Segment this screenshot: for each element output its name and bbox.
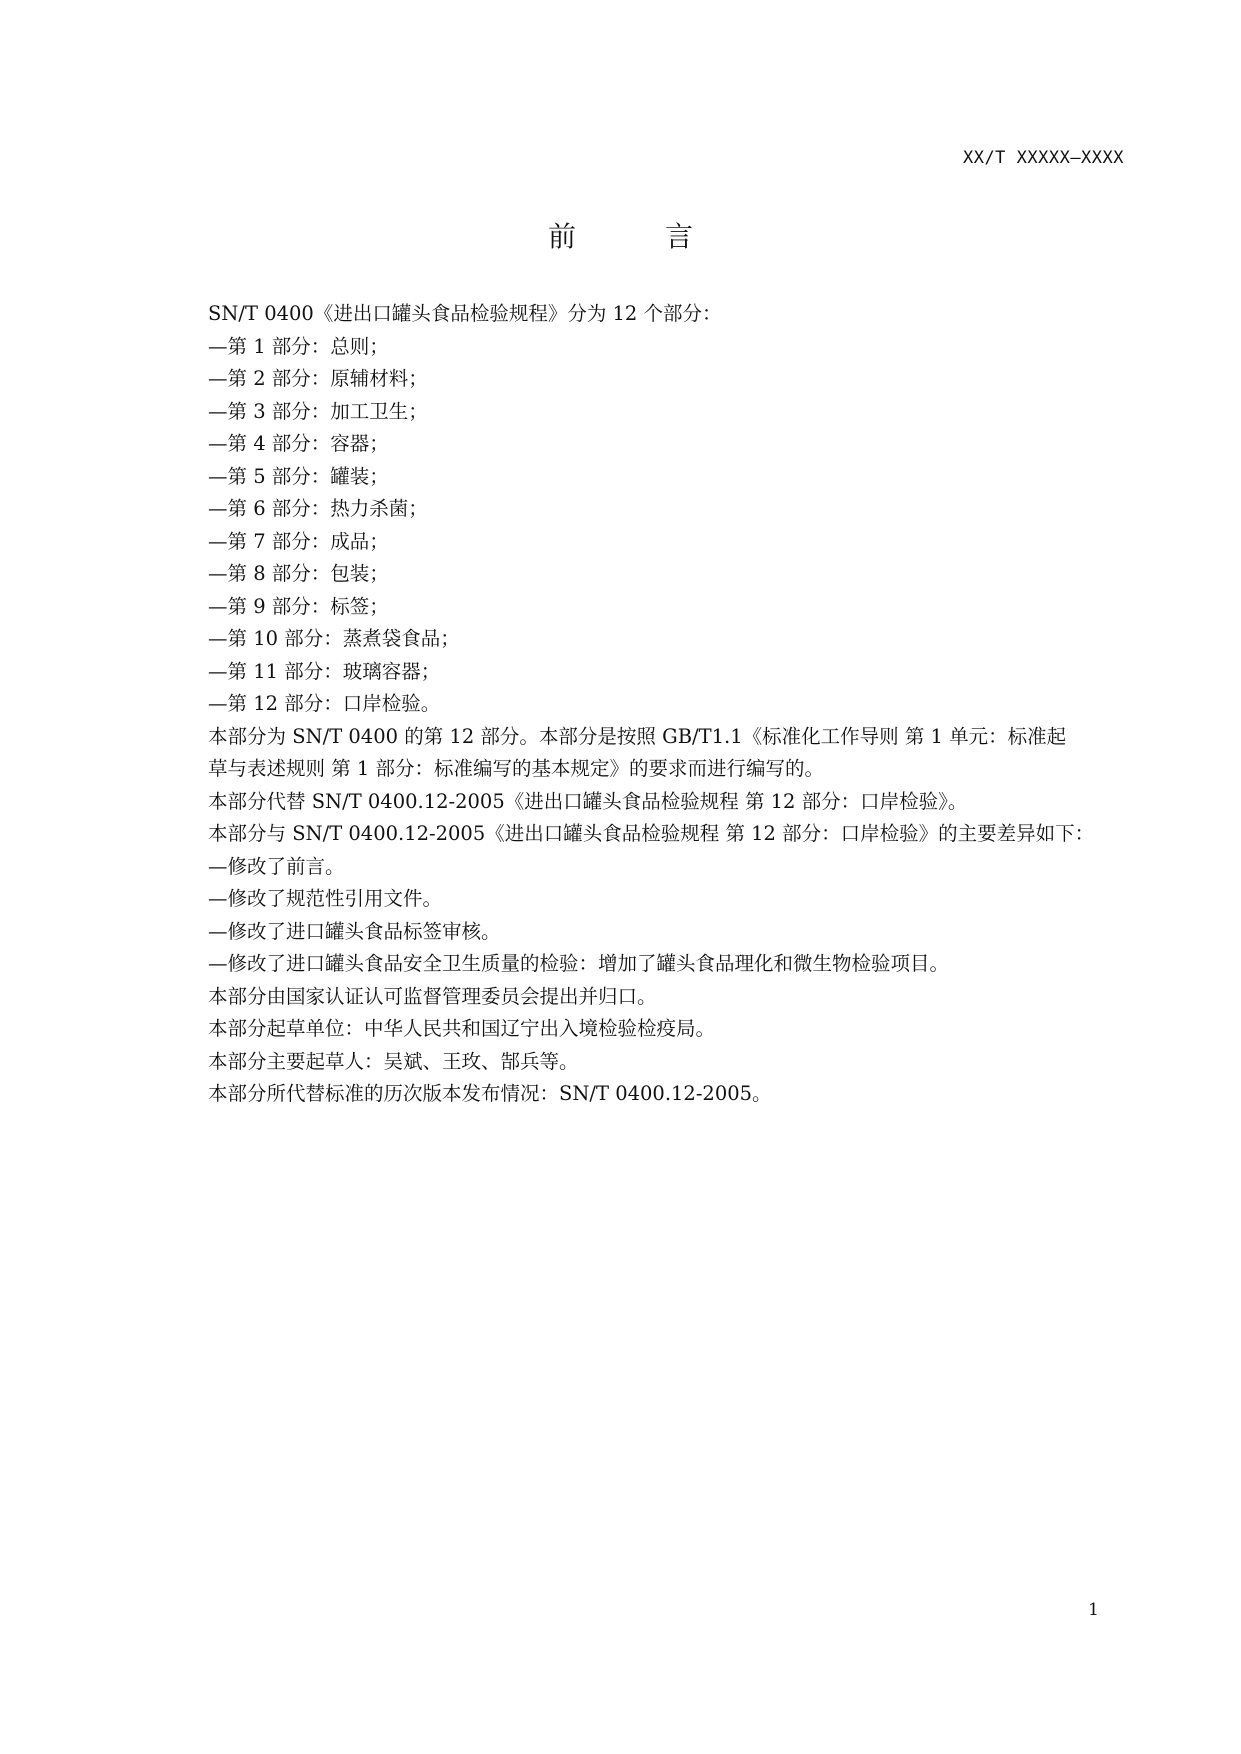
document-code: XX/T XXXXX—XXXX (962, 148, 1124, 168)
text-line: —第 11 部分：玻璃容器； (208, 659, 441, 683)
text-line: —第 7 部分：成品； (208, 529, 389, 553)
text-line: 本部分所代替标准的历次版本发布情况：SN/T 0400.12-2005。 (208, 1082, 772, 1105)
text-line: —修改了进口罐头食品安全卫生质量的检验：增加了罐头食品理化和微生物检验项目。 (208, 952, 950, 975)
text-line: 本部分与 SN/T 0400.12-2005《进出口罐头食品检验规程 第 12 部分：口岸检验》的主要差异如下： (208, 822, 1095, 845)
text-line: SN/T 0400《进出口罐头食品检验规程》分为 12 个部分： (208, 302, 722, 325)
text-line: 草与表述规则 第 1 部分：标准编写的基本规定》的要求而进行编写的。 (208, 757, 825, 780)
text-line: —第 1 部分：总则； (208, 334, 389, 358)
text-line: —第 2 部分：原辅材料； (208, 367, 428, 390)
text-line: —修改了前言。 (208, 854, 345, 878)
text-line: —第 4 部分：容器； (208, 432, 389, 455)
text-line: —第 6 部分：热力杀菌； (208, 497, 428, 520)
text-line: 本部分主要起草人：吴斌、王玫、郜兵等。 (208, 1049, 579, 1073)
page-number: 1 (1088, 1600, 1099, 1620)
text-line: —修改了规范性引用文件。 (208, 887, 443, 910)
text-line: —第 10 部分：蒸煮袋食品； (208, 627, 460, 650)
text-line: —修改了进口罐头食品标签审核。 (208, 919, 501, 943)
text-line: —第 5 部分：罐装； (208, 464, 389, 488)
text-line: —第 9 部分：标签； (208, 594, 389, 618)
text-line: —第 12 部分：口岸检验。 (208, 692, 441, 715)
text-line: 本部分由国家认证认可监督管理委员会提出并归口。 (208, 984, 657, 1008)
text-line: 本部分起草单位：中华人民共和国辽宁出入境检验检疫局。 (208, 1017, 716, 1040)
text-line: —第 3 部分：加工卫生； (208, 399, 428, 423)
page-title: 前 言 (548, 220, 733, 253)
foreword-body (208, 298, 1128, 1111)
text-line: 本部分代替 SN/T 0400.12-2005《进出口罐头食品检验规程 第 12 部分：口岸检验》。 (208, 789, 968, 813)
text-line: 本部分为 SN/T 0400 的第 12 部分。本部分是按照 GB/T1.1《标准化工作导则 第 1 单元：标准起 (208, 724, 1067, 748)
text-line: —第 8 部分：包装； (208, 562, 389, 585)
